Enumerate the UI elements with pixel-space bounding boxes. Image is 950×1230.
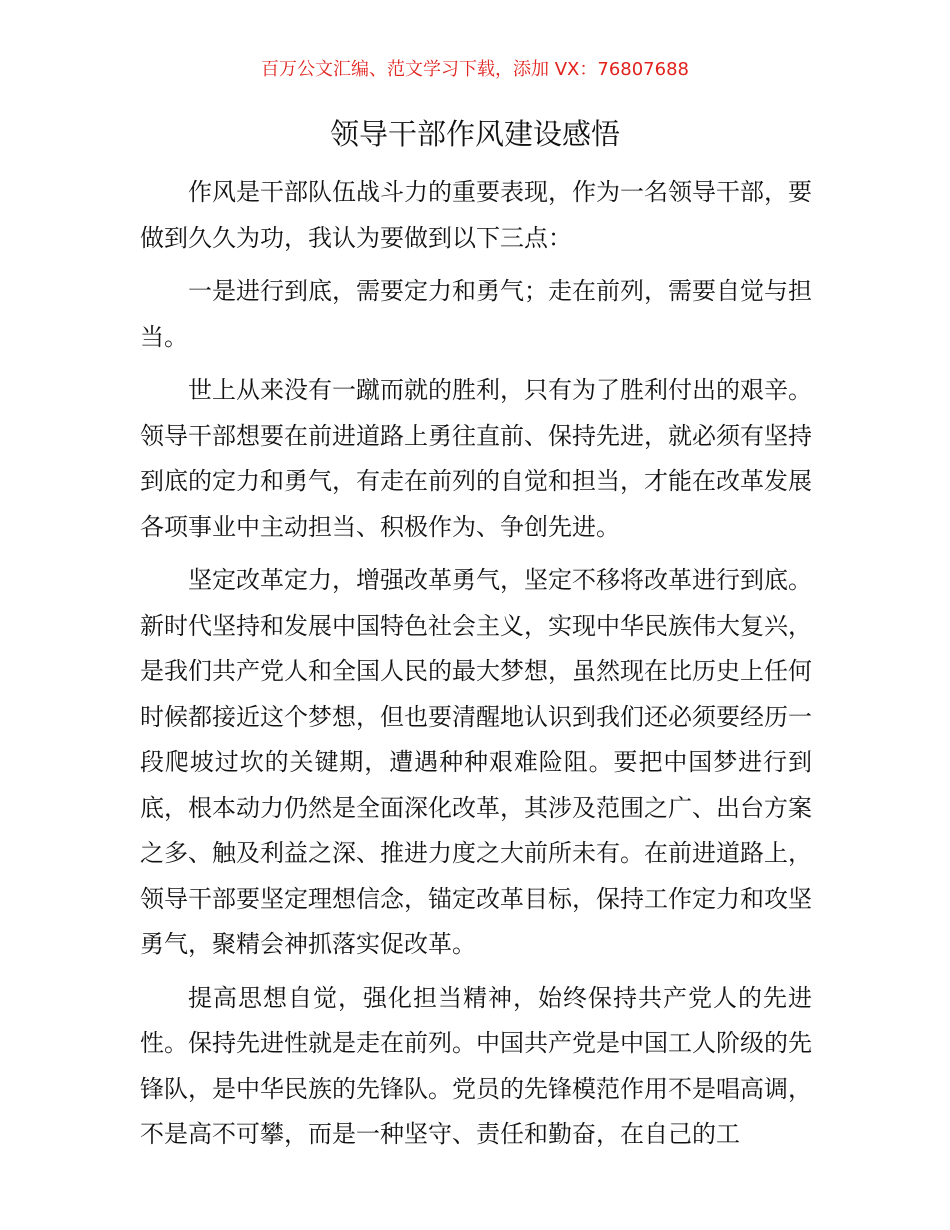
paragraph-point-one: 一是进行到底，需要定力和勇气；走在前列，需要自觉与担当。 xyxy=(140,277,812,351)
document-body xyxy=(140,170,812,1166)
header-watermark-note: 百万公文汇编、范文学习下载，添加 VX：76807688 xyxy=(261,59,689,80)
document-title: 领导干部作风建设感悟 xyxy=(329,117,620,151)
paragraph-reform: 坚定改革定力，增强改革勇气，坚定不移将改革进行到底。新时代坚持和发展中国特色社会主义，实现中华民族伟大复兴，是我们共产党人和全国人民的最大梦想，虽然现在比历史上任何时候都接近这个梦想，但也要清醒地认识到我们还必须要经历一段爬坡过坎的关键期，遭遇种种艰难险阻。要把中国梦进行到底，根本动力仍然是全面深化改革，其涉及范围之广、出台方案之多、触及利益之深、推进力度之大前所未有。在前进道路上，领导干部要坚定理想信念，锚定改革目标，保持工作定力和攻坚勇气，聚精会神抓落实促改革。 xyxy=(140,566,812,958)
paragraph-victory: 世上从来没有一蹴而就的胜利，只有为了胜利付出的艰辛。领导干部想要在前进道路上勇往直前、保持先进，就必须有坚持到底的定力和勇气，有走在前列的自觉和担当，才能在改革发展各项事业中主动担当、积极作为、争创先进。 xyxy=(140,376,812,541)
paragraph-intro: 作风是干部队伍战斗力的重要表现，作为一名领导干部，要做到久久为功，我认为要做到以下三点： xyxy=(140,178,812,252)
paragraph-awareness: 提高思想自觉，强化担当精神，始终保持共产党人的先进性。保持先进性就是走在前列。中国共产党是中国工人阶级的先锋队，是中华民族的先锋队。党员的先锋模范作用不是唱高调，不是高不可攀，而是一种坚守、责任和勤奋，在自己的工 xyxy=(140,983,812,1148)
